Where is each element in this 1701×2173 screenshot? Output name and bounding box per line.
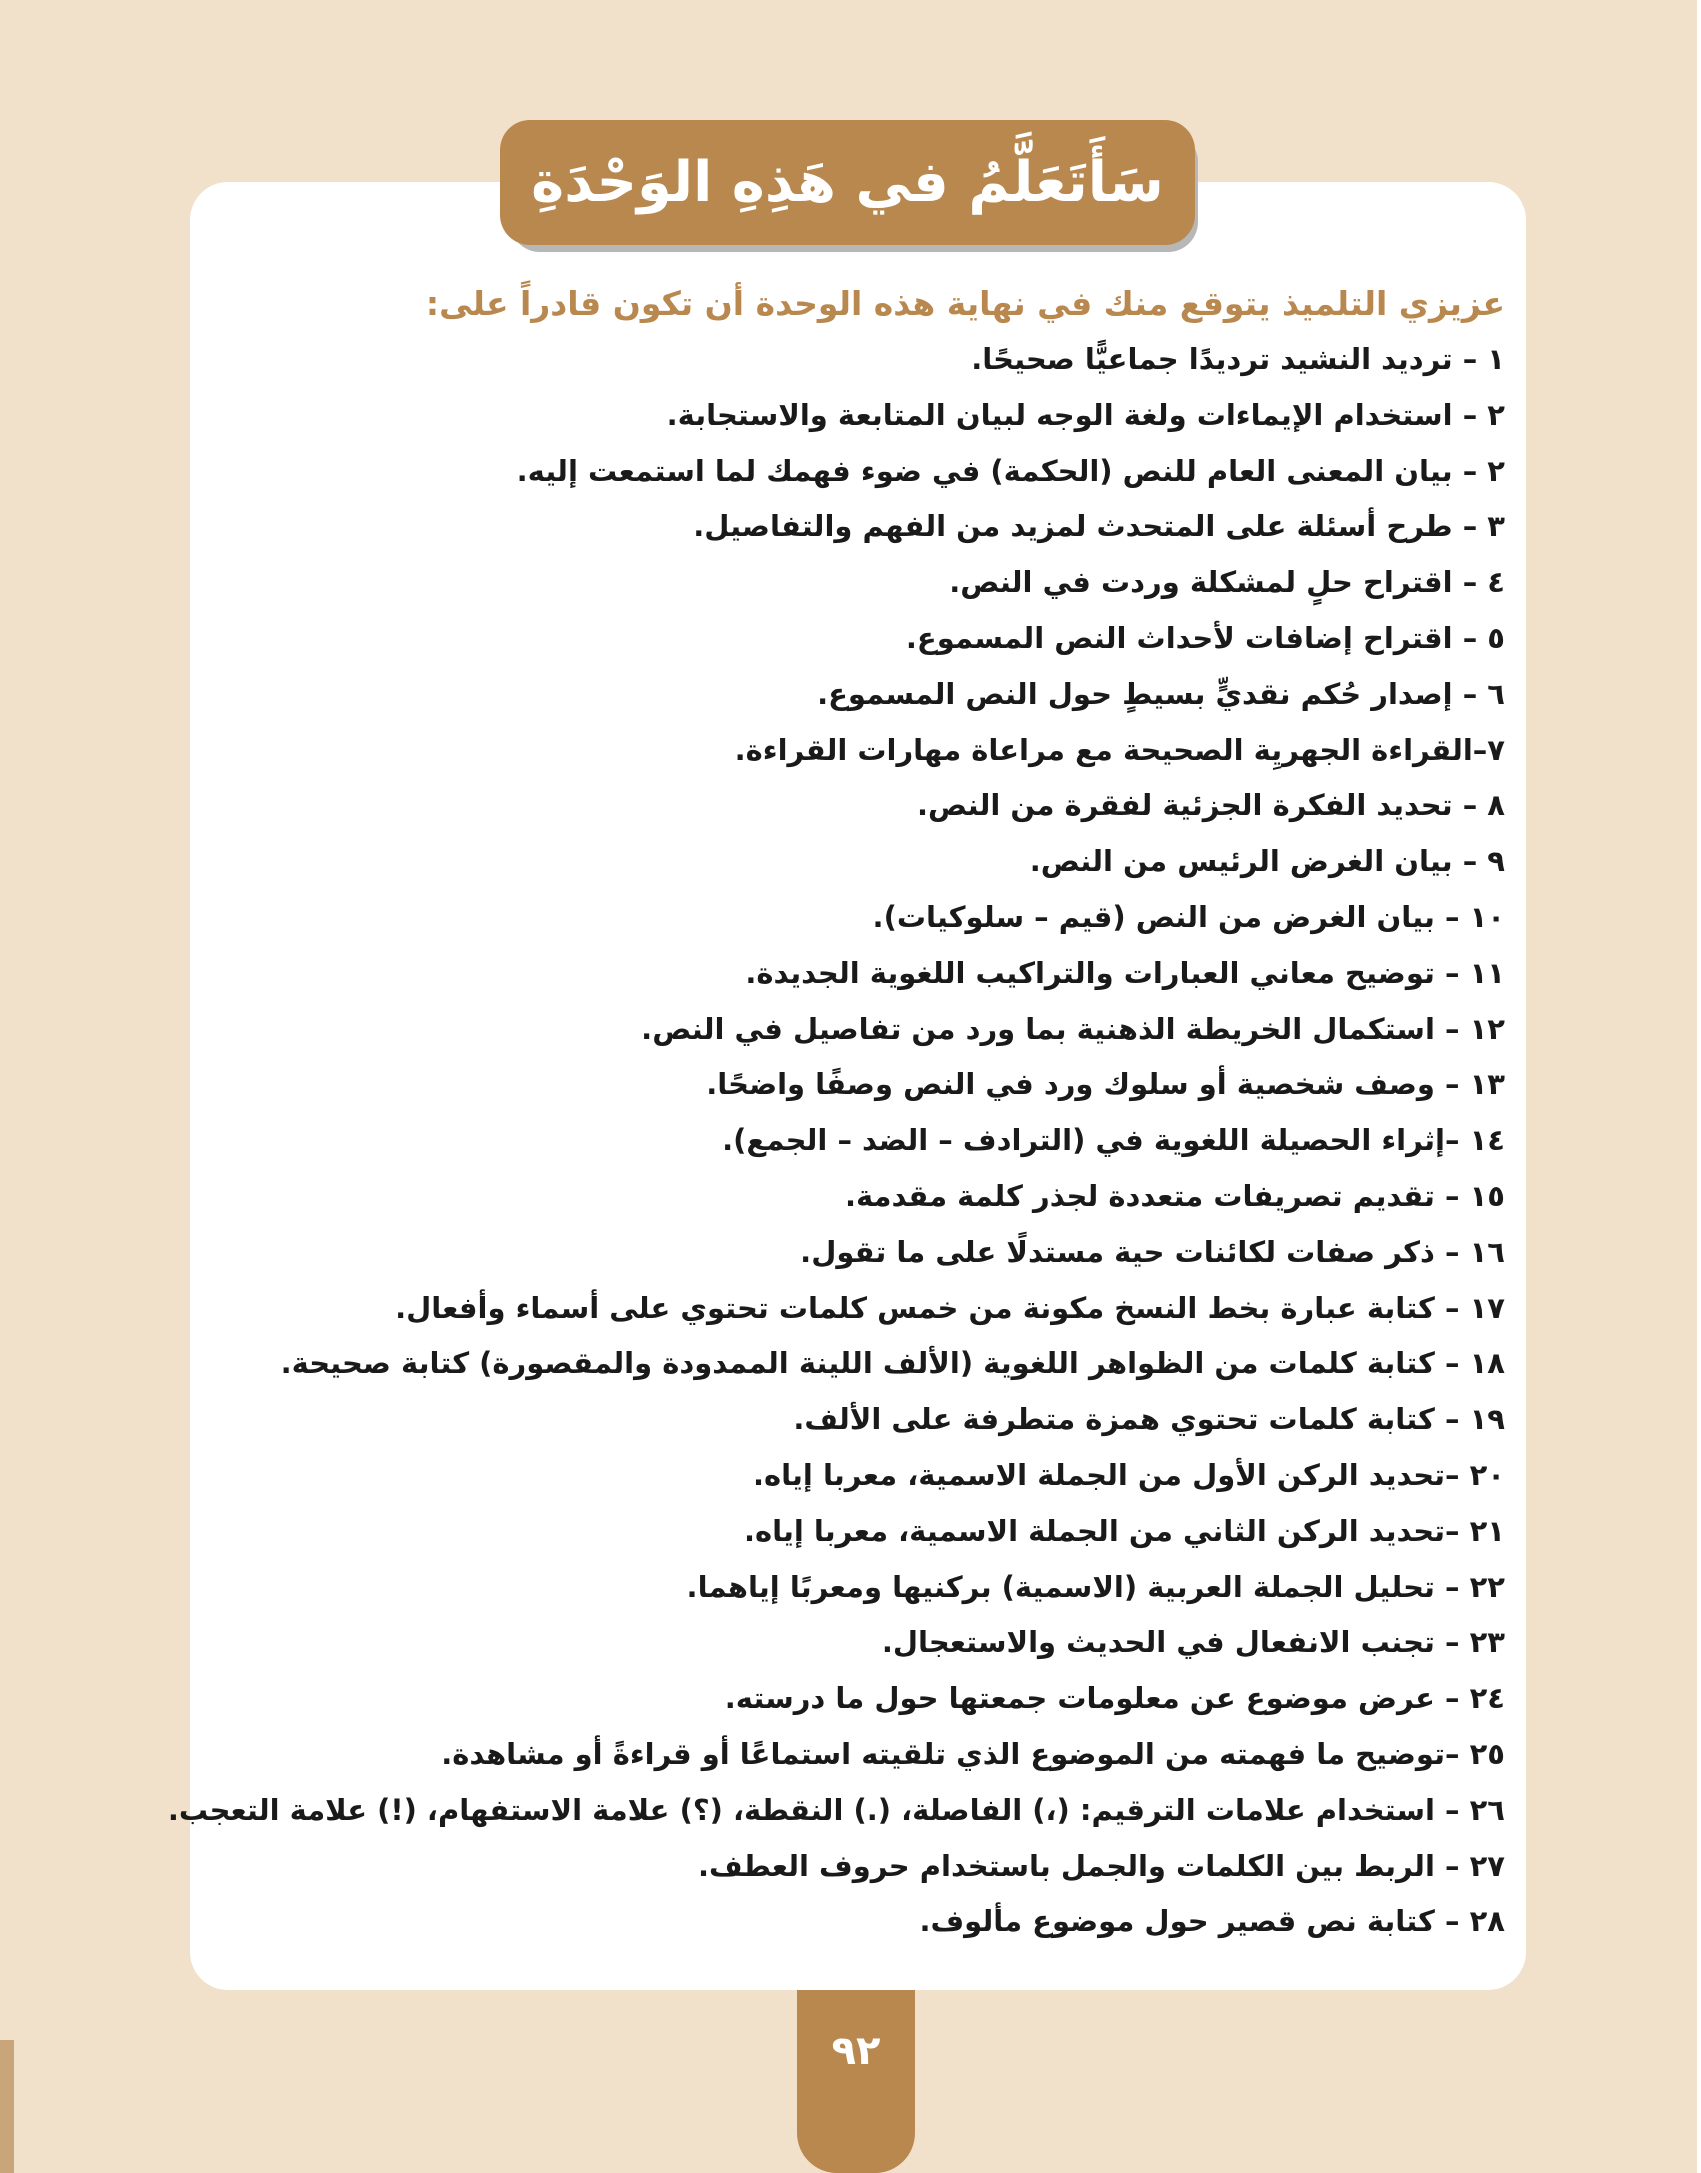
list-item: ١١ – توضيح معاني العبارات والتراكيب اللغوية الجديدة. xyxy=(745,955,1505,990)
list-item: ٦ – إصدار حُكم نقديٍّ بسيطٍ حول النص المسموع. xyxy=(817,676,1505,711)
list-item: ١٤ –إثراء الحصيلة اللغوية في (الترادف – الضد – الجمع). xyxy=(722,1123,1505,1158)
list-item: ٢٨ – كتابة نص قصير حول موضوع مألوف. xyxy=(919,1904,1505,1939)
list-item: ٣ – طرح أسئلة على المتحدث لمزيد من الفهم والتفاصيل. xyxy=(693,509,1505,544)
list-item: ٨ – تحديد الفكرة الجزئية لفقرة من النص. xyxy=(917,788,1505,823)
list-item: ٢٦ – استخدام علامات الترقيم: (،) الفاصلة، (.) النقطة، (؟) علامة الاستفهام، (!) علامة التعجب. xyxy=(167,1792,1505,1827)
list-item: ١٩ – كتابة كلمات تحتوي همزة متطرفة على الألف. xyxy=(793,1402,1505,1437)
list-item: ٥ – اقتراح إضافات لأحداث النص المسموع. xyxy=(905,620,1505,655)
list-item: ٧–القراءة الجهريِة الصحيحة مع مراعاة مهارات القراءة. xyxy=(734,732,1505,767)
list-item: ١ – ترديد النشيد ترديدًا جماعيًّا صحيحًا. xyxy=(971,342,1505,376)
list-item: ٢٧ – الربط بين الكلمات والجمل باستخدام حروف العطف. xyxy=(697,1848,1505,1883)
page-number: ٩٢ xyxy=(831,2028,881,2074)
page-edge-tab xyxy=(0,2040,14,2173)
list-item: ٢٠ –تحديد الركن الأول من الجملة الاسمية، معربا إياه. xyxy=(753,1457,1505,1492)
list-item: ١٥ – تقديم تصريفات متعددة لجذر كلمة مقدمة. xyxy=(844,1178,1505,1213)
list-item: ٢٥ –توضيح ما فهمته من الموضوع الذي تلقيته استماعًا أو قراءةً أو مشاهدة. xyxy=(441,1736,1505,1771)
list-item: ١٠ – بيان الغرض من النص (قيم – سلوكيات). xyxy=(872,899,1505,934)
objectives-list xyxy=(167,332,1505,1950)
list-item: ٢٢ – تحليل الجملة العربية (الاسمية) بركنيها ومعربًا إياهما. xyxy=(686,1569,1505,1604)
list-item: ١٦ – ذكر صفات لكائنات حية مستدلًا على ما تقول. xyxy=(800,1234,1505,1269)
intro-text: عزيزي التلميذ يتوقع منك في نهاية هذه الوحدة أن تكون قادراً على: xyxy=(425,284,1505,323)
objectives-section xyxy=(167,276,1505,1950)
list-item: ٢٣ – تجنب الانفعال في الحديث والاستعجال. xyxy=(881,1625,1505,1660)
list-item: ١٣ – وصف شخصية أو سلوك ورد في النص وصفًا واضحًا. xyxy=(706,1067,1505,1102)
list-item: ٩ – بيان الغرض الرئيس من النص. xyxy=(1029,844,1505,879)
page-number-tab xyxy=(797,1990,915,2173)
title-banner xyxy=(500,120,1195,245)
list-item: ٤ – اقتراح حلٍ لمشكلة وردت في النص. xyxy=(949,565,1505,600)
list-item: ١٢ – استكمال الخريطة الذهنية بما ورد من تفاصيل في النص. xyxy=(641,1011,1505,1046)
list-item: ٢١ –تحديد الركن الثاني من الجملة الاسمية، معربا إياه. xyxy=(743,1513,1505,1548)
list-item: ١٨ – كتابة كلمات من الظواهر اللغوية (الألف اللينة الممدودة والمقصورة) كتابة صحيحة. xyxy=(280,1346,1505,1381)
page-edge xyxy=(1697,0,1701,2173)
page-title: سَأَتَعَلَّمُ في هَذِهِ الوَحْدَةِ xyxy=(531,150,1164,215)
list-item: ٢٤ – عرض موضوع عن معلومات جمعتها حول ما درسته. xyxy=(724,1681,1505,1716)
list-item: ١٧ – كتابة عبارة بخط النسخ مكونة من خمس كلمات تحتوي على أسماء وأفعال. xyxy=(395,1290,1505,1325)
list-item: ٢ – استخدام الإيماءات ولغة الوجه لبيان المتابعة والاستجابة. xyxy=(666,397,1505,432)
list-item: ٢ – بيان المعنى العام للنص (الحكمة) في ضوء فهمك لما استمعت إليه. xyxy=(516,453,1505,488)
